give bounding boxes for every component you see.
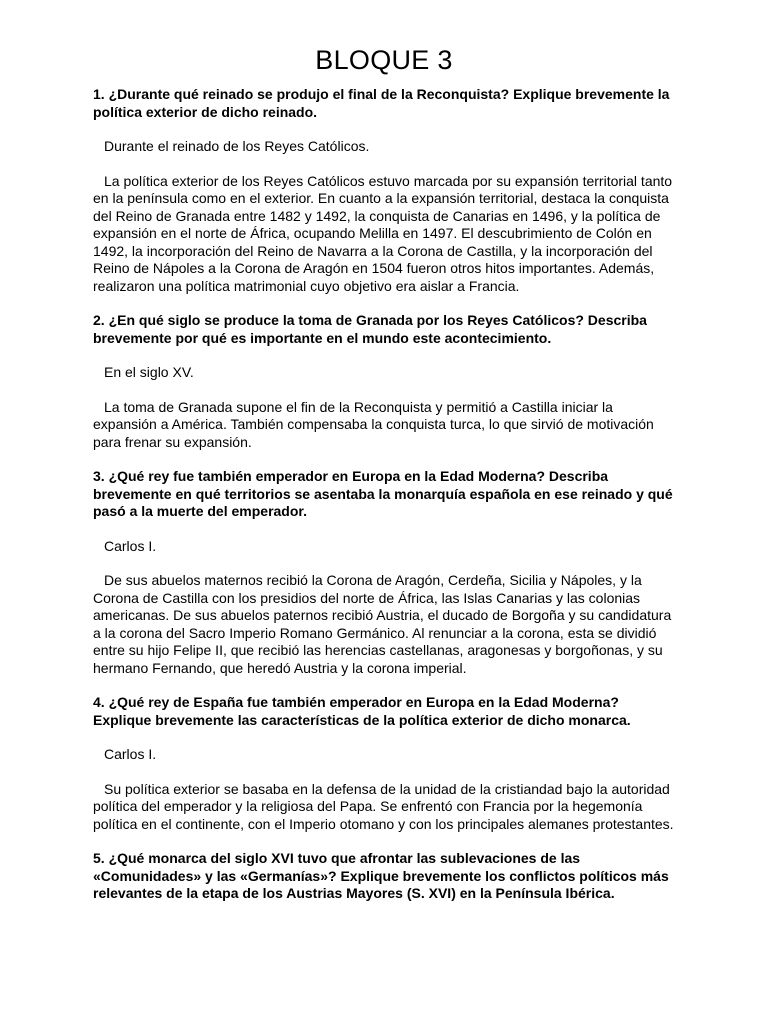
question-3-text: 3. ¿Qué rey fue también emperador en Europa en la Edad Moderna? Describa brevemente en qué territorios se asentaba la monarquía española en ese reinado y qué pasó a la muerte del emperador. [93, 468, 673, 519]
question-5-text: 5. ¿Qué monarca del siglo XVI tuvo que afrontar las sublevaciones de las «Comunidades» y las «Germanías»? Explique brevemente los conflictos políticos más relevantes de la etapa de los Austrias Mayores (S. XVI) en la Península Ibérica. [93, 850, 669, 901]
question-block-5 [93, 850, 675, 903]
question-list [93, 86, 675, 903]
question-1-short-answer: Durante el reinado de los Reyes Católicos. [104, 138, 370, 154]
question-block-3 [93, 468, 675, 677]
question-2-long-answer: La toma de Granada supone el fin de la Reconquista y permitió a Castilla iniciar la expansión a América. También compensaba la conquista turca, lo que sirvió de motivación para frenar su expansión. [93, 398, 654, 450]
question-3-long-answer: De sus abuelos maternos recibió la Corona de Aragón, Cerdeña, Sicilia y Nápoles, y la Corona de Castilla con los presidios del norte de África, las Islas Canarias y las colonias americanas. De sus abuelos paternos recibió Austria, el ducado de Borgoña y su candidatura a la corona del Sacro Imperio Romano Germánico. Al renunciar a la corona, esta se dividió entre su hijo Felipe II, que recibió las herencias castellanas, aragonesas y borgoñonas, y su hermano Fernando, que heredó Austria y la corona imperial. [93, 572, 672, 676]
question-2-short-answer: En el siglo XV. [104, 364, 194, 380]
question-block-1 [93, 86, 675, 295]
question-block-4 [93, 694, 675, 833]
question-1-text: 1. ¿Durante qué reinado se produjo el final de la Reconquista? Explique brevemente la política exterior de dicho reinado. [93, 86, 670, 120]
page-title: BLOQUE 3 [315, 45, 453, 75]
question-block-2 [93, 312, 675, 451]
question-4-long-answer: Su política exterior se basaba en la defensa de la unidad de la cristiandad bajo la autoridad política del emperador y la religiosa del Papa. Se enfrentó con Francia por la hegemonía política en el continente, con el Imperio otomano y con los principales alemanes protestantes. [93, 780, 674, 832]
question-4-text: 4. ¿Qué rey de España fue también emperador en Europa en la Edad Moderna? Explique brevemente las características de la política exterior de dicho monarca. [93, 694, 631, 728]
question-2-text: 2. ¿En qué siglo se produce la toma de Granada por los Reyes Católicos? Describa brevemente por qué es importante en el mundo este acontecimiento. [93, 312, 647, 346]
question-3-short-answer: Carlos I. [104, 537, 157, 554]
question-4-short-answer: Carlos I. [104, 746, 157, 762]
question-1-long-answer: La política exterior de los Reyes Católicos estuvo marcada por su expansión territorial tanto en la península como en el exterior. En cuanto a la expansión territorial, destaca la conquista del Reino de Granada entre 1482 y 1492, la conquista de Canarias en 1496, y la política de expansión en el norte de África, ocupando Melilla en 1497. El descubrimiento de Colón en 1492, la incorporación del Reino de Navarra a la Corona de Castilla, y la incorporación del Reino de Nápoles a la Corona de Aragón en 1504 fueron otros hitos importantes. Además, realizaron una política matrimonial cuyo objetivo era aislar a Francia. [93, 172, 673, 294]
